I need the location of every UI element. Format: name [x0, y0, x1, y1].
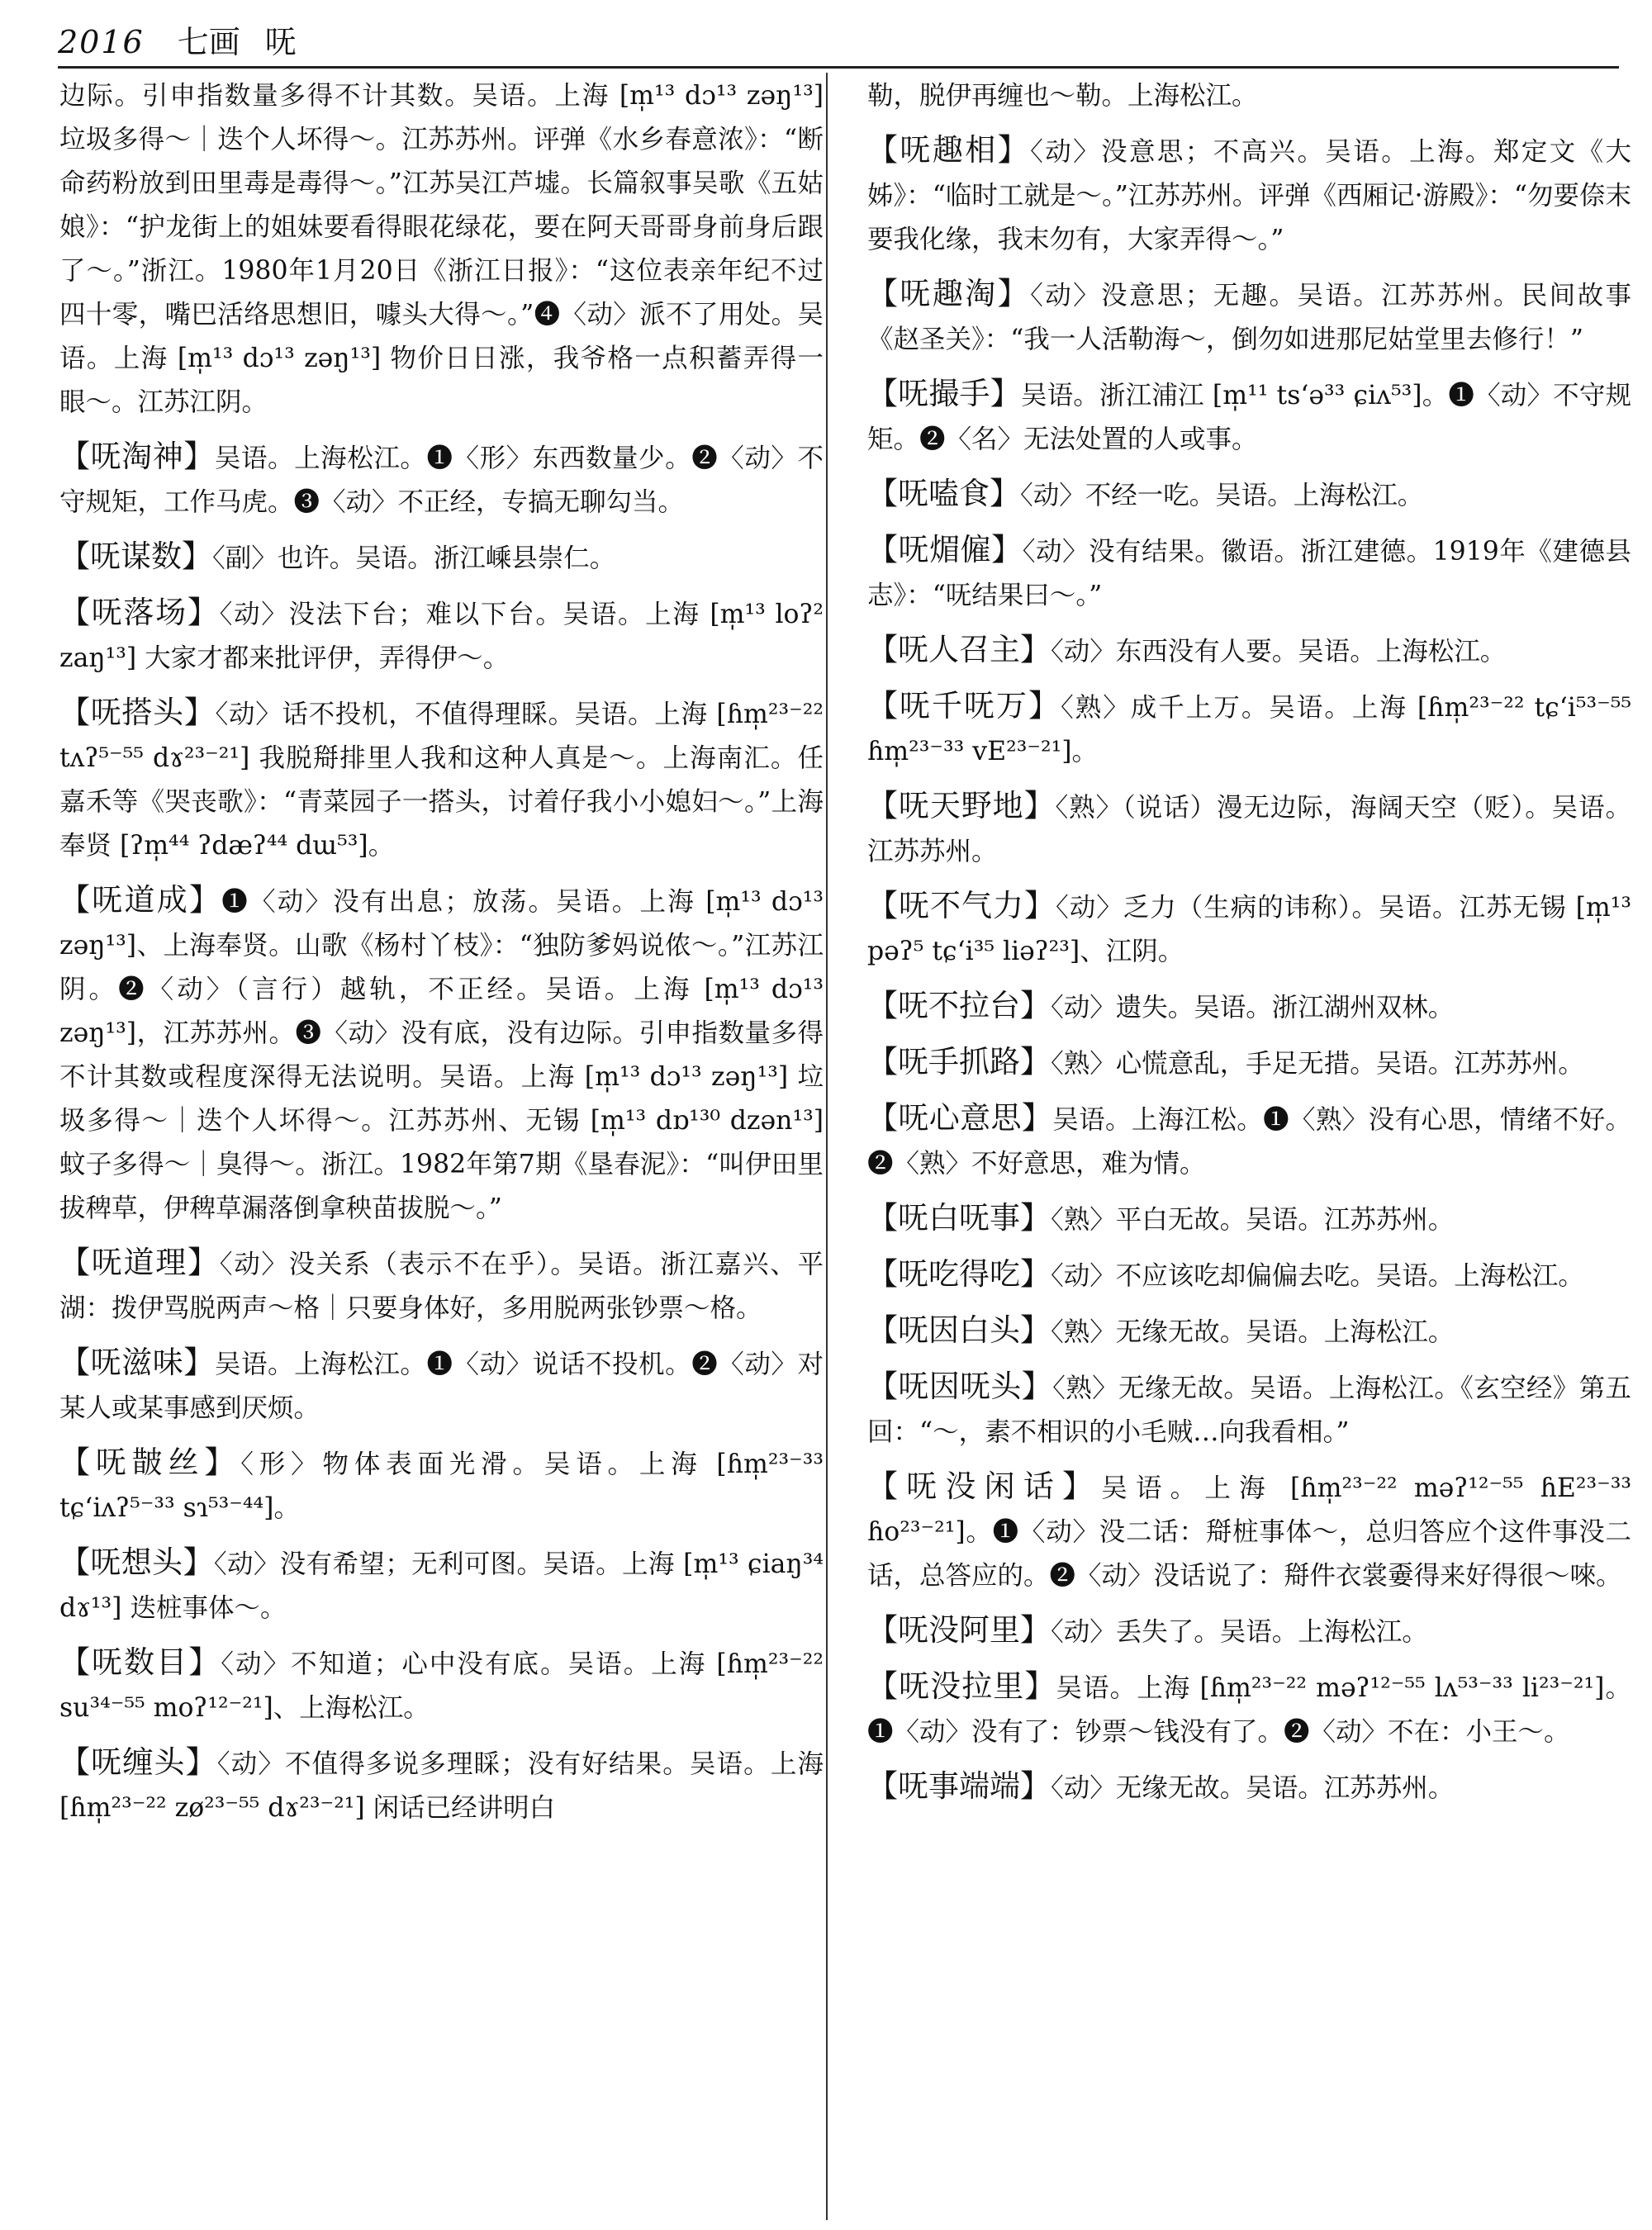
dictionary-entry [59, 1340, 824, 1431]
entry-definition: 〈动〉不值得多说多理睬；没有好结果。吴语。上海 [ɦm̩²³⁻²² zø²³⁻⁵⁵ dɤ²³⁻²¹] 闲话已经讲明白 [59, 1749, 824, 1823]
page-number: 2016 [58, 24, 145, 60]
entry-definition: 边际。引申指数量多得不计其数。吴语。上海 [m̩¹³ dɔ¹³ zəŋ¹³] 垃圾多得～｜迭个人坏得～。江苏苏州。评弹《水乡春意浓》：“断命药粉放到田里毒是毒得～。”江苏吴江芦墟。长篇叙事吴歌《五姑娘》：“护龙街上的姐妹要看得眼花绿花，要在阿天哥哥身前身后跟了～。”浙江。1980年1月20日《浙江日报》：“这位表亲年纪不过四十零，嘴巴活络思想旧，噱头大得～。”❹〈动〉派不了用处。吴语。上海 [m̩¹³ dɔ¹³ zəŋ¹³] 物价日日涨，我爷格一点积蓄弄得一眼～。江苏江阴。 [59, 81, 824, 417]
entry-headword: 【呒数目】 [59, 1644, 221, 1680]
dictionary-entry [867, 1196, 1631, 1242]
dictionary-entry [867, 1308, 1631, 1355]
entry-headword: 【呒落场】 [59, 595, 220, 630]
left-column [59, 74, 824, 1840]
entry-headword: 【呒手抓路】 [867, 1044, 1051, 1079]
entry-definition: 〈熟〉无缘无故。吴语。上海松江。《玄空经》第五回：“～，素不相识的小毛贼…向我看相。” [867, 1374, 1631, 1447]
entry-definition: 〈动〉话不投机，不值得理睬。吴语。上海 [ɦm̩²³⁻²² tʌʔ⁵⁻⁵⁵ dɤ²³⁻²¹] 我脱搿排里人我和这种人真是～。上海南汇。任嘉禾等《哭丧歌》：“青菜园子一搭头，讨着仔我小小媳妇～。”上海奉贤 [ʔm̩⁴⁴ ʔdæʔ⁴⁴ dɯ⁵³]。 [59, 700, 824, 861]
entry-headword: 【呒趣相】 [867, 132, 1031, 168]
dictionary-entry [59, 534, 824, 581]
entry-headword: 【呒事端端】 [867, 1768, 1051, 1804]
entry-definition: 〈熟〉无缘无故。吴语。上海松江。 [1051, 1317, 1455, 1347]
entry-headword: 【呒滋味】 [59, 1345, 215, 1380]
entry-definition: ❶〈动〉没有出息；放荡。吴语。上海 [m̩¹³ dɔ¹³ zəŋ¹³]、上海奉贤。山歌《杨村丫枝》：“独防爹妈说侬～。”江苏江阴。❷〈动〉（言行）越轨，不正经。吴语。上海 [m̩¹³ dɔ¹³ zəŋ¹³]，江苏苏州。❸〈动〉没有底，没有边际。引申指数量多得不计其数或程度深得无法说明。吴语。上海 [m̩¹³ dɔ¹³ zəŋ¹³] 垃圾多得～｜迭个人坏得～。江苏苏州、无锡 [m̩¹³ dɒ¹³⁰ dzən¹³] 蚊子多得～｜臭得～。浙江。1982年第7期《垦春泥》：“叫伊田里拔稗草，伊稗草漏落倒拿秧苗拔脱～。” [59, 887, 824, 1223]
entry-definition: 吴语。上海 [ɦm̩²³⁻²² məʔ¹²⁻⁵⁵ ɦE²³⁻³³ ɦo²³⁻²¹]。❶〈动〉没二话：搿桩事体～，总归答应个这件事没二话，总答应的。❷〈动〉没话说了：搿件衣裳嫑得来好得很～唻。 [867, 1473, 1631, 1591]
dictionary-entry [867, 784, 1631, 874]
entry-headword: 【呒淘神】 [59, 439, 215, 474]
entry-headword: 【呒想头】 [59, 1544, 214, 1580]
entry-definition: 〈动〉不应该吃却偏偏去吃。吴语。上海松江。 [1051, 1261, 1584, 1291]
dictionary-entry [59, 1540, 824, 1630]
dictionary-entry [867, 1252, 1631, 1298]
entry-definition: 〈副〉也许。吴语。浙江嵊县崇仁。 [212, 543, 616, 573]
entry-definition: 〈熟〉成千上万。吴语。上海 [ɦm̩²³⁻²² tɕʻi⁵³⁻⁵⁵ ɦm̩²³⁻³³ vE²³⁻²¹]。 [867, 693, 1631, 766]
entry-headword: 【呒没阿里】 [867, 1612, 1051, 1648]
entry-definition: 〈动〉丢失了。吴语。上海松江。 [1051, 1617, 1428, 1647]
entry-continuation [59, 74, 824, 425]
entry-headword: 【呒缠头】 [59, 1744, 217, 1780]
entry-headword: 【呒皵丝】 [59, 1445, 241, 1480]
entry-headword: 【呒没闲话】 [867, 1468, 1102, 1504]
dictionary-entry [59, 591, 824, 681]
entry-headword: 【呒道理】 [59, 1245, 220, 1280]
dictionary-entry [59, 690, 824, 868]
dictionary-entry [867, 1364, 1631, 1454]
entry-headword: 【呒道成】 [59, 882, 222, 918]
entry-headword: 【呒天野地】 [867, 788, 1056, 823]
dictionary-entry [59, 434, 824, 524]
entry-definition: 〈动〉乏力（生病的讳称）。吴语。江苏无锡 [m̩¹³ pəʔ⁵ tɕʻi³⁵ liəʔ²³]、江阴。 [867, 893, 1631, 966]
entry-definition: 吴语。上海 [ɦm̩²³⁻²² məʔ¹²⁻⁵⁵ lʌ⁵³⁻³³ li²³⁻²¹]。❶〈动〉没有了：钞票～钱没有了。❷〈动〉不在：小王～。 [867, 1673, 1631, 1747]
section-label: 七画 [177, 24, 240, 60]
entry-definition: 〈动〉没有希望；无利可图。吴语。上海 [m̩¹³ ɕiaŋ³⁴ dɤ¹³] 迭桩事体～。 [59, 1549, 824, 1623]
page-header [58, 18, 1619, 69]
dictionary-entry [867, 984, 1631, 1030]
entry-definition: 〈动〉遗失。吴语。浙江湖州双林。 [1051, 993, 1455, 1022]
dictionary-entry [59, 1740, 824, 1830]
dictionary-entry [59, 1640, 824, 1730]
entry-definition: 〈动〉无缘无故。吴语。江苏苏州。 [1051, 1773, 1455, 1803]
dictionary-entry [867, 884, 1631, 974]
entry-definition: 〈动〉东西没有人要。吴语。上海松江。 [1051, 637, 1507, 667]
dictionary-entry [867, 272, 1631, 362]
entry-definition: 〈动〉没有结果。徽语。浙江建德。1919年《建德县志》：“呒结果曰～。” [867, 537, 1632, 610]
entry-definition: 〈动〉不知道；心中没有底。吴语。上海 [ɦm̩²³⁻²² su³⁴⁻⁵⁵ moʔ¹²⁻²¹]、上海松江。 [59, 1649, 824, 1723]
dictionary-entry [867, 1608, 1631, 1654]
entry-headword: 【呒没拉里】 [867, 1668, 1056, 1704]
entry-definition: 〈动〉没意思；不高兴。吴语。上海。郑定文《大姊》：“临时工就是～。”江苏苏州。评弹《西厢记·游殿》：“勿要倷末要我化缘，我末勿有，大家弄得～。” [867, 137, 1632, 254]
entry-headword: 【呒不拉台】 [867, 988, 1051, 1023]
entry-headword: 【呒因呒头】 [867, 1369, 1053, 1404]
dictionary-entry [867, 1040, 1631, 1086]
entry-definition: 吴语。浙江浦江 [m̩¹¹ tsʻə³³ ɕiʌ⁵³]。❶〈动〉不守规矩。❷〈名〉无法处置的人或事。 [867, 381, 1632, 454]
entry-definition: 〈动〉没法下台；难以下台。吴语。上海 [m̩¹³ loʔ² zaŋ¹³] 大家才都来批评伊，弄得伊～。 [59, 600, 824, 673]
entry-headword: 【呒吃得吃】 [867, 1256, 1051, 1292]
dictionary-entry [867, 1464, 1631, 1598]
dictionary-entry [867, 528, 1631, 618]
dictionary-entry [867, 1764, 1631, 1810]
entry-headword: 【呒千呒万】 [867, 688, 1061, 724]
entry-definition: 〈动〉没关系（表示不在乎）。吴语。浙江嘉兴、平湖：拨伊骂脱两声～格｜只要身体好，多用脱两张钞票～格。 [59, 1250, 824, 1323]
dictionary-entry [867, 472, 1631, 518]
entry-definition: 〈熟〉（说话）漫无边际，海阔天空（贬）。吴语。江苏苏州。 [867, 793, 1631, 866]
dictionary-entry [867, 128, 1631, 262]
dictionary-entry [867, 628, 1631, 674]
entry-definition: 吴语。上海松江。❶〈形〉东西数量少。❷〈动〉不守规矩，工作马虎。❸〈动〉不正经，专搞无聊勾当。 [59, 444, 824, 517]
entry-definition: 〈动〉没意思；无趣。吴语。江苏苏州。民间故事《赵圣关》：“我一人活勒海～，倒勿如进那尼姑堂里去修行！” [867, 281, 1632, 354]
entry-definition: 〈熟〉心慌意乱，手足无措。吴语。江苏苏州。 [1051, 1049, 1584, 1079]
entry-headword: 【呒趣淘】 [867, 276, 1031, 311]
entry-continuation [867, 74, 1631, 118]
entry-headword: 【呒白呒事】 [867, 1200, 1051, 1236]
entry-headword: 【呒撮手】 [867, 376, 1021, 411]
dictionary-entry [867, 684, 1631, 774]
entry-headword: 【呒因白头】 [867, 1312, 1051, 1348]
entry-headword: 【呒煝僱】 [867, 532, 1023, 567]
dictionary-entry [867, 372, 1631, 462]
dictionary-entry [59, 878, 824, 1231]
entry-definition: 吴语。上海松江。❶〈动〉说话不投机。❷〈动〉对某人或某事感到厌烦。 [59, 1350, 824, 1423]
entry-headword: 【呒搭头】 [59, 695, 216, 730]
dictionary-entry [59, 1440, 824, 1530]
entry-definition: 〈熟〉平白无故。吴语。江苏苏州。 [1051, 1205, 1455, 1235]
dictionary-entry [867, 1096, 1631, 1186]
entry-definition: 吴语。上海江松。❶〈熟〉没有心思，情绪不好。❷〈熟〉不好意思，难为情。 [867, 1105, 1631, 1179]
dictionary-entry [59, 1241, 824, 1331]
header-character: 呒 [264, 24, 297, 60]
entry-definition: 勒，脱伊再缠也～勒。上海松江。 [867, 81, 1258, 111]
entry-headword: 【呒谋数】 [59, 539, 212, 574]
right-column [867, 74, 1631, 1820]
entry-headword: 【呒心意思】 [867, 1100, 1053, 1136]
entry-definition: 〈形〉物体表面光滑。吴语。上海 [ɦm̩²³⁻³³ tɕʻiʌʔ⁵⁻³³ sɿ⁵³⁻⁴⁴]。 [59, 1450, 824, 1523]
column-divider [826, 73, 828, 2220]
entry-definition: 〈动〉不经一吃。吴语。上海松江。 [1020, 481, 1424, 510]
entry-headword: 【呒不气力】 [867, 888, 1056, 923]
dictionary-entry [867, 1664, 1631, 1754]
entry-headword: 【呒人召主】 [867, 632, 1051, 667]
entry-headword: 【呒嗑食】 [867, 476, 1020, 511]
